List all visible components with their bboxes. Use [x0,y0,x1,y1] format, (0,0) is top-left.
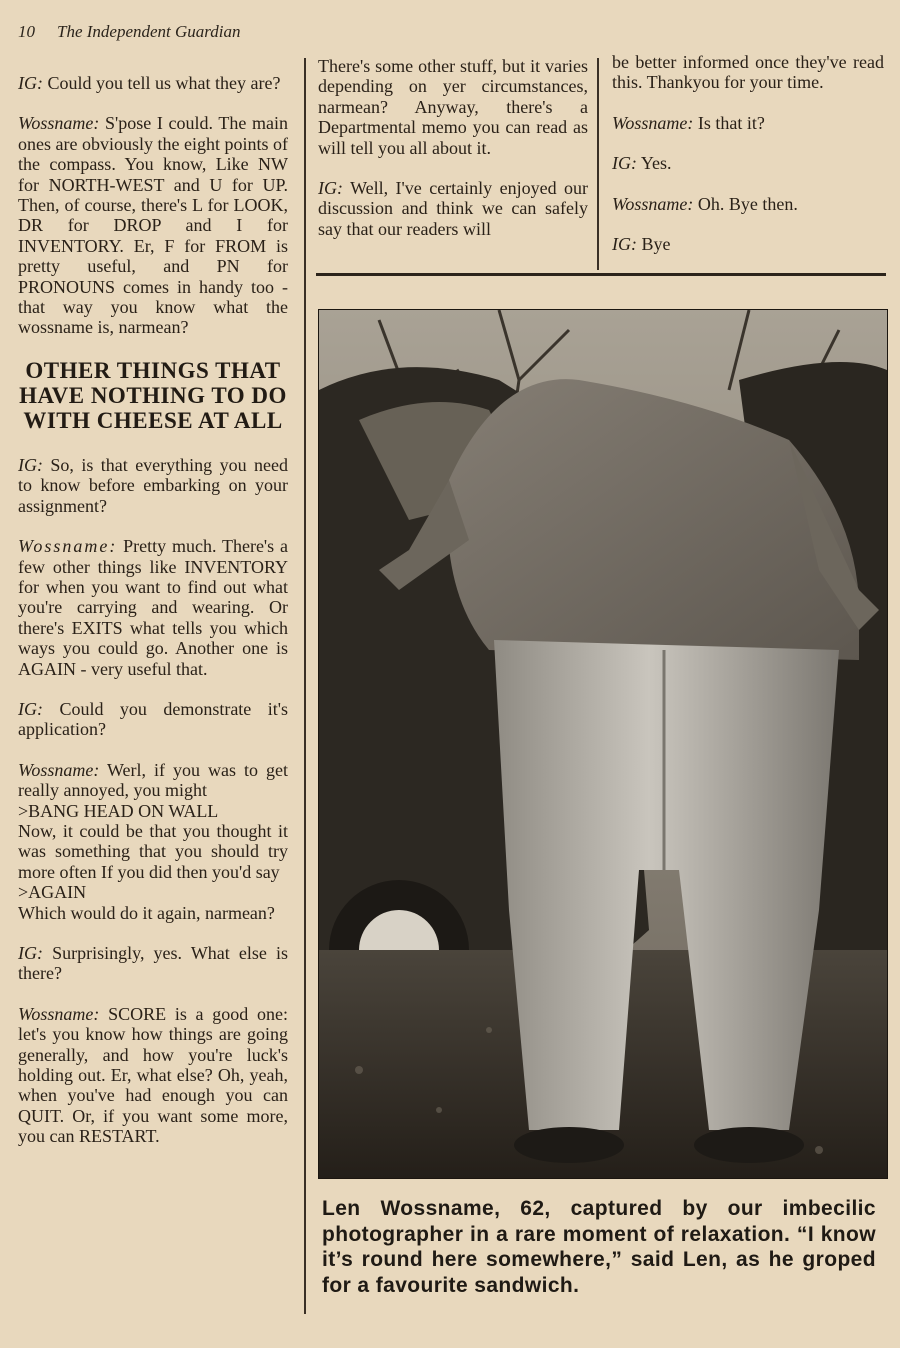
paragraph [612,113,884,133]
photograph [318,309,888,1179]
running-head [18,22,241,42]
speaker-label: IG: [612,234,637,255]
paragraph [612,194,884,214]
paragraph-text: SCORE is a good one: let's you know how things are going generally, and how you're luck's holding out. Er, what else? Oh, yeah, when you've had enough you can QUIT. Or, if you want some more, you can RESTART. [18,1003,288,1147]
paragraph-text: Pretty much. There's a few other things like INVENTORY for when you want to find out what you're carrying and wearing. Or there's EXITS what tells you which ways you could go. Another one is AGAIN - very useful that. [18,536,288,679]
paragraph-text: Could you demonstrate it's application? [18,698,288,740]
paragraph-text: Well, I've certainly enjoyed our discussion and think we can safely say that our readers will [318,178,588,239]
speaker-label: Wossname: [18,536,118,557]
paragraph-text: be better informed once they've read this. Thankyou for your time. [612,52,884,93]
column-rule-left [304,58,306,1314]
speaker-label: Wossname: [612,112,694,133]
paragraph [318,56,588,158]
publication-title: The Independent Guardian [57,22,241,41]
paragraph [18,536,288,679]
paragraph-text: Yes. [637,153,672,174]
column-rule-mid [597,58,599,270]
speaker-label: IG: [18,943,43,963]
column-1 [18,73,288,1167]
speaker-label: IG: [612,153,637,174]
paragraph-text: Werl, if you was to get really annoyed, you might [18,759,288,801]
paragraph-text: Is that it? [693,112,765,133]
column-2 [318,56,588,259]
paragraph-text: Bye [637,234,671,255]
paragraph-text: Which would do it again, narmean? [18,902,275,923]
column-3 [612,52,884,274]
paragraph-text: Could you tell us what they are? [43,73,281,93]
command-text: >AGAIN [18,882,87,903]
paragraph-text: Oh. Bye then. [693,193,798,214]
paragraph [612,153,884,173]
paragraph [18,760,288,923]
speaker-label: IG: [18,73,43,93]
paragraph [612,234,884,254]
speaker-label: IG: [18,698,43,719]
speaker-label: Wossname: [612,193,694,214]
speaker-label: Wossname: [18,113,100,134]
command-text: >BANG HEAD ON WALL [18,800,219,821]
paragraph [18,699,288,740]
paragraph-text: Now, it could be that you thought it was something that you should try more often If you did then you'd say [18,820,288,882]
paragraph-text: There's some other stuff, but it varies depending on yer circumstances, narmean? Anyway, there's a Departmental memo you can read as will tell you all about it. [318,56,588,158]
paragraph-text: So, is that everything you need to know before embarking on your assignment? [18,454,288,516]
paragraph-text: Surprisingly, yes. What else is there? [18,943,288,984]
page-number: 10 [18,22,35,41]
man-at-car-illustration [319,310,887,1178]
section-heading: OTHER THINGS THAT HAVE NOTHING TO DO WITH CHEESE AT ALL [19,357,287,433]
paragraph-text: S'pose I could. The main ones are obviously the eight points of the compass. You know, Like NW for NORTH-WEST and U for UP. Then, of course, there's L for LOOK, DR for DROP and I for INVENTORY. Er, F for FROM is pretty useful, and PN for PRONOUNS comes in handy too - that way you know what the wossname is, narmean? [18,113,288,338]
paragraph [18,943,288,984]
paragraph [18,73,288,93]
speaker-label: Wossname: [18,759,100,780]
paragraph [318,178,588,239]
speaker-label: IG: [18,454,43,475]
paragraph [18,113,288,337]
photo-caption: Len Wossname, 62, captured by our imbecilic photographer in a rare moment of relaxation. “I know it’s round here somewhere,” said Len, as he groped for a favourite sandwich. [322,1197,876,1297]
speaker-label: IG: [318,178,343,199]
speaker-label: Wossname: [18,1003,100,1024]
paragraph [18,455,288,516]
paragraph [18,1004,288,1147]
paragraph [612,52,884,93]
